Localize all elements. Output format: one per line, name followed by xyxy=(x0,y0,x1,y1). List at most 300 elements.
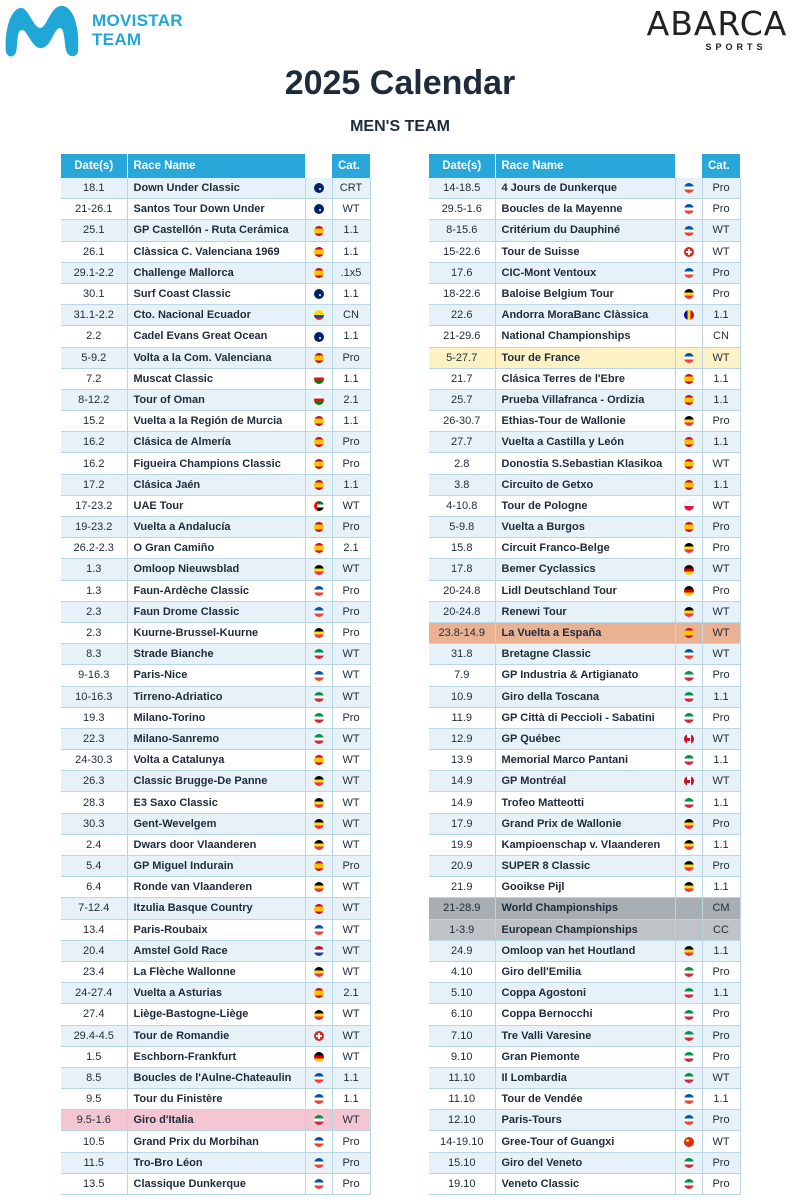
page-title: 2025 Calendar xyxy=(284,64,516,102)
race-category: WT xyxy=(332,771,370,792)
race-name: Volta a la Com. Valenciana xyxy=(127,347,305,368)
flag-au-icon xyxy=(314,183,324,193)
race-category: 1.1 xyxy=(702,474,740,495)
flag-es-icon xyxy=(684,374,694,384)
table-row xyxy=(429,1067,740,1088)
race-name: GP Industria & Artigianato xyxy=(495,665,675,686)
flag-es-icon xyxy=(314,904,324,914)
table-row xyxy=(61,220,370,241)
race-date: 10-16.3 xyxy=(61,686,127,707)
race-date: 20-24.8 xyxy=(429,580,495,601)
race-category: WT xyxy=(332,728,370,749)
race-country xyxy=(305,961,332,982)
race-country xyxy=(675,305,702,326)
race-country xyxy=(305,1173,332,1194)
race-country xyxy=(305,220,332,241)
race-category: Pro xyxy=(702,580,740,601)
race-country xyxy=(305,580,332,601)
race-name: Gree-Tour of Guangxi xyxy=(495,1131,675,1152)
race-category: 1.1 xyxy=(702,432,740,453)
race-name: Paris-Tours xyxy=(495,1110,675,1131)
flag-es-icon xyxy=(684,437,694,447)
race-country xyxy=(675,1004,702,1025)
flag-fr-icon xyxy=(314,1137,324,1147)
race-name: Kuurne-Brussel-Kuurne xyxy=(127,622,305,643)
table-row xyxy=(429,199,740,220)
race-category: WT xyxy=(332,1004,370,1025)
race-name: Tirreno-Adriatico xyxy=(127,686,305,707)
flag-be-icon xyxy=(684,840,694,850)
race-name: Volta a Catalunya xyxy=(127,750,305,771)
race-category: Pro xyxy=(702,1004,740,1025)
table-row xyxy=(61,1089,370,1110)
race-category: WT xyxy=(702,1067,740,1088)
race-date: 2.2 xyxy=(61,326,127,347)
race-category: Pro xyxy=(702,856,740,877)
race-date: 8-15.6 xyxy=(429,220,495,241)
flag-it-icon xyxy=(684,1179,694,1189)
table-row xyxy=(429,220,740,241)
race-date: 26.2-2.3 xyxy=(61,538,127,559)
race-category: WT xyxy=(332,199,370,220)
race-category: Pro xyxy=(332,347,370,368)
race-name: Tour de Suisse xyxy=(495,241,675,262)
race-country xyxy=(675,1131,702,1152)
race-country xyxy=(675,262,702,283)
race-category: 2.1 xyxy=(332,983,370,1004)
race-date: 15.8 xyxy=(429,538,495,559)
race-category: WT xyxy=(702,1131,740,1152)
flag-es-icon xyxy=(314,543,324,553)
race-category: 1.1 xyxy=(702,834,740,855)
race-country xyxy=(305,898,332,919)
table-row xyxy=(429,961,740,982)
table-row xyxy=(429,453,740,474)
race-country xyxy=(305,877,332,898)
flag-au-icon xyxy=(314,332,324,342)
race-name: Omloop van het Houtland xyxy=(495,940,675,961)
table-row xyxy=(61,1004,370,1025)
flag-fr-icon xyxy=(314,1179,324,1189)
table-row xyxy=(429,707,740,728)
race-date: 18.1 xyxy=(61,178,127,199)
race-category: WT xyxy=(702,495,740,516)
race-category: 1.1 xyxy=(332,326,370,347)
race-name: Giro dell'Emilia xyxy=(495,961,675,982)
race-name: Cto. Nacional Ecuador xyxy=(127,305,305,326)
race-date: 1-3.9 xyxy=(429,919,495,940)
race-date: 21-28.9 xyxy=(429,898,495,919)
flag-ch-icon xyxy=(684,247,694,257)
race-country xyxy=(675,432,702,453)
race-country xyxy=(675,877,702,898)
col-header-cat: Cat. xyxy=(332,154,370,178)
race-category: Pro xyxy=(332,1173,370,1194)
race-category: WT xyxy=(702,241,740,262)
flag-de-icon xyxy=(314,1052,324,1062)
race-name: E3 Saxo Classic xyxy=(127,792,305,813)
table-row xyxy=(429,178,740,199)
race-date: 19.9 xyxy=(429,834,495,855)
flag-au-icon xyxy=(314,289,324,299)
race-country xyxy=(675,1173,702,1194)
table-row xyxy=(61,771,370,792)
table-row xyxy=(61,1046,370,1067)
race-date: 11.9 xyxy=(429,707,495,728)
race-category: Pro xyxy=(332,856,370,877)
race-category: Pro xyxy=(702,283,740,304)
flag-be-icon xyxy=(314,967,324,977)
race-country xyxy=(675,707,702,728)
race-date: 20.4 xyxy=(61,940,127,961)
race-country xyxy=(675,1046,702,1067)
race-date: 17.8 xyxy=(429,559,495,580)
flag-fr-icon xyxy=(314,925,324,935)
flag-ae-icon xyxy=(314,501,324,511)
race-date: 31.1-2.2 xyxy=(61,305,127,326)
race-date: 9.5-1.6 xyxy=(61,1110,127,1131)
race-country xyxy=(675,1025,702,1046)
race-date: 18-22.6 xyxy=(429,283,495,304)
race-date: 14.9 xyxy=(429,792,495,813)
race-country xyxy=(305,940,332,961)
race-date: 7.9 xyxy=(429,665,495,686)
race-date: 17-23.2 xyxy=(61,495,127,516)
table-row xyxy=(429,580,740,601)
flag-nl-icon xyxy=(314,946,324,956)
table-row xyxy=(429,898,740,919)
table-row xyxy=(429,792,740,813)
race-country xyxy=(675,792,702,813)
table-row xyxy=(61,326,370,347)
flag-be-icon xyxy=(684,946,694,956)
race-name: Surf Coast Classic xyxy=(127,283,305,304)
race-name: Figueira Champions Classic xyxy=(127,453,305,474)
race-name: Tour de Romandie xyxy=(127,1025,305,1046)
race-category: WT xyxy=(332,877,370,898)
race-date: 10.9 xyxy=(429,686,495,707)
flag-it-icon xyxy=(684,1073,694,1083)
flag-it-icon xyxy=(684,798,694,808)
race-category: WT xyxy=(332,898,370,919)
sponsor-sub: SPORTS xyxy=(705,42,767,52)
table-row xyxy=(61,368,370,389)
flag-es-icon xyxy=(314,459,324,469)
race-category: .1x5 xyxy=(332,262,370,283)
table-row xyxy=(61,262,370,283)
race-category: CRT xyxy=(332,178,370,199)
race-name: Faun Drome Classic xyxy=(127,601,305,622)
race-category: 2.1 xyxy=(332,389,370,410)
table-row xyxy=(61,1131,370,1152)
race-name: Grand Prix de Wallonie xyxy=(495,813,675,834)
race-name: Clásica de Almería xyxy=(127,432,305,453)
race-category: Pro xyxy=(702,1152,740,1173)
race-category: WT xyxy=(702,771,740,792)
race-category: WT xyxy=(702,601,740,622)
race-country xyxy=(675,834,702,855)
race-category: Pro xyxy=(332,453,370,474)
flag-es-icon xyxy=(684,395,694,405)
col-header-flag xyxy=(675,154,702,178)
flag-ch-icon xyxy=(314,1031,324,1041)
race-name: Giro del Veneto xyxy=(495,1152,675,1173)
race-country xyxy=(675,178,702,199)
race-country xyxy=(305,1067,332,1088)
table-row xyxy=(429,1025,740,1046)
race-date: 5-9.2 xyxy=(61,347,127,368)
race-date: 21-29.6 xyxy=(429,326,495,347)
flag-om-icon xyxy=(314,374,324,384)
flag-es-icon xyxy=(314,861,324,871)
col-header-cat: Cat. xyxy=(702,154,740,178)
flag-es-icon xyxy=(684,480,694,490)
race-date: 2.3 xyxy=(61,601,127,622)
flag-it-icon xyxy=(314,692,324,702)
race-date: 1.3 xyxy=(61,580,127,601)
table-row xyxy=(429,262,740,283)
race-date: 24-27.4 xyxy=(61,983,127,1004)
race-name: Clàssica C. Valenciana 1969 xyxy=(127,241,305,262)
flag-fr-icon xyxy=(684,183,694,193)
race-country xyxy=(305,707,332,728)
table-row xyxy=(61,411,370,432)
race-name: Baloise Belgium Tour xyxy=(495,283,675,304)
race-category: WT xyxy=(332,813,370,834)
race-country xyxy=(675,983,702,1004)
race-date: 28.3 xyxy=(61,792,127,813)
race-name: Vuelta a la Región de Murcia xyxy=(127,411,305,432)
table-row xyxy=(429,940,740,961)
flag-es-icon xyxy=(684,628,694,638)
table-row xyxy=(61,1110,370,1131)
race-country xyxy=(305,601,332,622)
table-row xyxy=(429,283,740,304)
race-date: 29.4-4.5 xyxy=(61,1025,127,1046)
race-name: GP Miguel Indurain xyxy=(127,856,305,877)
race-country xyxy=(305,856,332,877)
race-name: Strade Bianche xyxy=(127,644,305,665)
table-row xyxy=(429,241,740,262)
table-row xyxy=(61,983,370,1004)
race-country xyxy=(305,389,332,410)
table-row xyxy=(429,877,740,898)
table-row xyxy=(61,644,370,665)
race-country xyxy=(675,601,702,622)
race-category: WT xyxy=(332,1025,370,1046)
flag-fr-icon xyxy=(314,1073,324,1083)
table-row xyxy=(429,368,740,389)
race-date: 15-22.6 xyxy=(429,241,495,262)
table-row xyxy=(429,1004,740,1025)
race-date: 25.7 xyxy=(429,389,495,410)
race-name: Boucles de l'Aulne-Chateaulin xyxy=(127,1067,305,1088)
table-row xyxy=(61,178,370,199)
race-category: 1.1 xyxy=(332,283,370,304)
race-country xyxy=(675,813,702,834)
race-category: WT xyxy=(332,495,370,516)
race-country xyxy=(305,326,332,347)
race-country xyxy=(675,220,702,241)
race-name: Gooikse Pijl xyxy=(495,877,675,898)
table-row xyxy=(61,389,370,410)
flag-fr-icon xyxy=(684,226,694,236)
table-row xyxy=(61,601,370,622)
race-name: Il Lombardia xyxy=(495,1067,675,1088)
race-category: WT xyxy=(332,940,370,961)
race-category: CN xyxy=(332,305,370,326)
race-name: Down Under Classic xyxy=(127,178,305,199)
race-category: Pro xyxy=(702,538,740,559)
race-country xyxy=(305,199,332,220)
table-row xyxy=(429,517,740,538)
table-row xyxy=(61,199,370,220)
race-date: 15.2 xyxy=(61,411,127,432)
race-name: GP Castellón - Ruta Cerámica xyxy=(127,220,305,241)
flag-it-icon xyxy=(314,713,324,723)
race-category: WT xyxy=(332,559,370,580)
race-category: CM xyxy=(702,898,740,919)
flag-es-icon xyxy=(314,268,324,278)
flag-be-icon xyxy=(684,416,694,426)
flag-es-icon xyxy=(314,755,324,765)
table-row xyxy=(61,453,370,474)
race-name: CIC-Mont Ventoux xyxy=(495,262,675,283)
race-name: Vuelta a Asturias xyxy=(127,983,305,1004)
race-category: 1.1 xyxy=(702,389,740,410)
table-row xyxy=(61,495,370,516)
race-country xyxy=(305,283,332,304)
race-category: Pro xyxy=(702,199,740,220)
table-row xyxy=(61,432,370,453)
race-country xyxy=(675,474,702,495)
race-date: 26-30.7 xyxy=(429,411,495,432)
race-name: Memorial Marco Pantani xyxy=(495,750,675,771)
table-row xyxy=(61,283,370,304)
race-date: 14.9 xyxy=(429,771,495,792)
race-category: WT xyxy=(702,644,740,665)
table-row xyxy=(429,326,740,347)
race-country xyxy=(305,517,332,538)
race-date: 31.8 xyxy=(429,644,495,665)
flag-es-icon xyxy=(314,437,324,447)
race-category: 1.1 xyxy=(332,474,370,495)
race-country xyxy=(305,919,332,940)
table-row xyxy=(61,750,370,771)
race-country xyxy=(305,1131,332,1152)
race-date: 5.4 xyxy=(61,856,127,877)
race-date: 17.9 xyxy=(429,813,495,834)
table-row xyxy=(61,347,370,368)
race-name: Paris-Nice xyxy=(127,665,305,686)
race-date: 22.6 xyxy=(429,305,495,326)
race-country xyxy=(675,495,702,516)
race-country xyxy=(305,1152,332,1173)
race-category: Pro xyxy=(332,432,370,453)
race-name: Tro-Bro Léon xyxy=(127,1152,305,1173)
table-row xyxy=(61,961,370,982)
race-date: 9.5 xyxy=(61,1089,127,1110)
race-country xyxy=(675,750,702,771)
race-date: 2.4 xyxy=(61,834,127,855)
table-row xyxy=(429,305,740,326)
race-country xyxy=(305,644,332,665)
flag-fr-icon xyxy=(314,586,324,596)
flag-be-icon xyxy=(314,565,324,575)
race-category: Pro xyxy=(702,1025,740,1046)
race-country xyxy=(675,1152,702,1173)
table-row xyxy=(61,792,370,813)
table-row xyxy=(61,474,370,495)
race-category: Pro xyxy=(702,1046,740,1067)
race-category: WT xyxy=(332,686,370,707)
race-date: 26.1 xyxy=(61,241,127,262)
race-name: Classique Dunkerque xyxy=(127,1173,305,1194)
col-header-race: Race Name xyxy=(495,154,675,178)
race-country xyxy=(305,305,332,326)
race-country xyxy=(675,241,702,262)
table-row xyxy=(429,1152,740,1173)
table-row xyxy=(429,601,740,622)
race-category: Pro xyxy=(332,580,370,601)
race-category: CC xyxy=(702,919,740,940)
race-name: Gent-Wevelgem xyxy=(127,813,305,834)
race-category: WT xyxy=(702,347,740,368)
race-country xyxy=(305,1089,332,1110)
table-row xyxy=(429,474,740,495)
race-name: Clásica Jaén xyxy=(127,474,305,495)
race-category: WT xyxy=(332,1046,370,1067)
race-country xyxy=(675,622,702,643)
race-country xyxy=(675,453,702,474)
race-name: Critérium du Dauphiné xyxy=(495,220,675,241)
race-date: 5-27.7 xyxy=(429,347,495,368)
race-country xyxy=(305,453,332,474)
flag-be-icon xyxy=(314,1010,324,1020)
race-country xyxy=(675,856,702,877)
race-date: 29.5-1.6 xyxy=(429,199,495,220)
race-category: WT xyxy=(332,665,370,686)
table-row xyxy=(429,622,740,643)
flag-es-icon xyxy=(314,247,324,257)
race-country xyxy=(675,580,702,601)
race-country xyxy=(675,1089,702,1110)
race-date: 7.10 xyxy=(429,1025,495,1046)
race-country xyxy=(675,283,702,304)
race-name: Ethias-Tour de Wallonie xyxy=(495,411,675,432)
race-category: WT xyxy=(332,919,370,940)
table-row xyxy=(429,665,740,686)
table-row xyxy=(61,940,370,961)
race-category: 1.1 xyxy=(332,241,370,262)
race-date: 13.5 xyxy=(61,1173,127,1194)
race-date: 2.8 xyxy=(429,453,495,474)
race-category: 2.1 xyxy=(332,538,370,559)
flag-be-icon xyxy=(684,543,694,553)
race-category: Pro xyxy=(702,665,740,686)
table-row xyxy=(61,919,370,940)
race-country xyxy=(675,517,702,538)
race-country xyxy=(675,961,702,982)
race-country xyxy=(305,1025,332,1046)
race-category: 1.1 xyxy=(702,750,740,771)
race-name: UAE Tour xyxy=(127,495,305,516)
flag-it-icon xyxy=(684,692,694,702)
race-category: Pro xyxy=(702,813,740,834)
flag-be-icon xyxy=(314,882,324,892)
race-category: WT xyxy=(702,453,740,474)
race-date: 30.1 xyxy=(61,283,127,304)
